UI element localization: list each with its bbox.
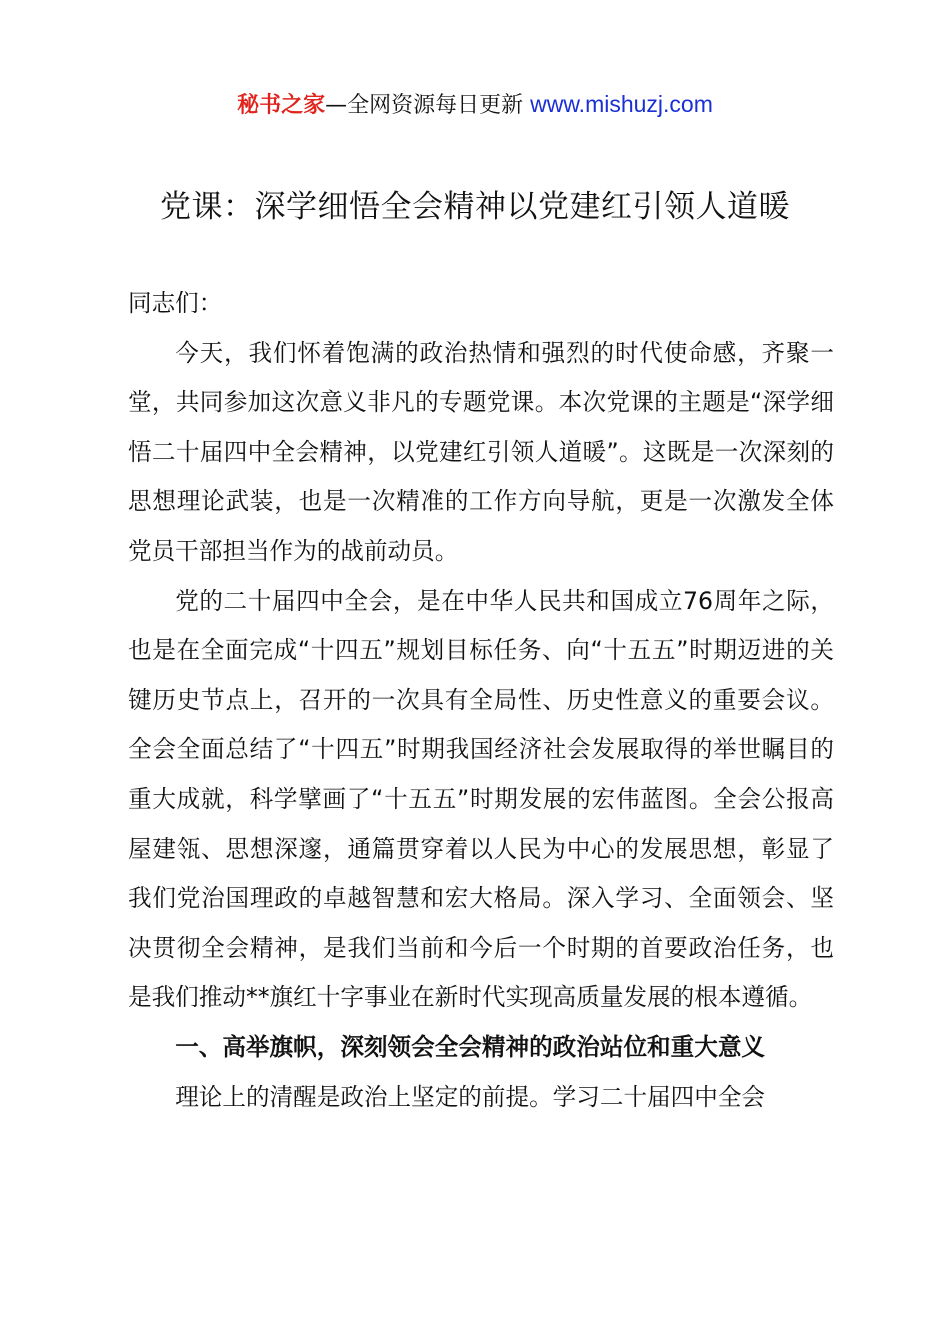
document-title: 党课：深学细悟全会精神以党建红引领人道暖 <box>160 189 790 225</box>
header-slogan: —全网资源每日更新 <box>325 93 531 118</box>
section-heading: 一、高举旗帜，深刻领会全会精神的政治站位和重大意义 <box>175 1032 766 1061</box>
page-header <box>0 86 950 124</box>
paragraph: 今天，我们怀着饱满的政治热情和强烈的时代使命感，齐聚一堂，共同参加这次意义非凡的专题党课。本次党课的主题是“深学细悟二十届四中全会精神，以党建红引领人道暖”。这既是一次深刻的思想理论武装，也是一次精准的工作方向导航，更是一次激发全体党员干部担当作为的战前动员。 <box>128 338 834 565</box>
site-url[interactable]: www.mishuzj.com <box>530 91 713 117</box>
greeting: 同志们： <box>128 289 223 317</box>
paragraph: 理论上的清醒是政治上坚定的前提。学习二十届四中全会 <box>175 1082 766 1111</box>
brand-name: 秘书之家 <box>237 93 326 118</box>
document-body <box>128 279 834 1122</box>
paragraph: 党的二十届四中全会，是在中华人民共和国成立76周年之际，也是在全面完成“十四五”规划目标任务、向“十五五”时期迈进的关键历史节点上，召开的一次具有全局性、历史性意义的重要会议。全会全面总结了“十四五”时期我国经济社会发展取得的举世瞩目的重大成就，科学擘画了“十五五”时期发展的宏伟蓝图。全会公报高屋建瓴、思想深邃，通篇贯穿着以人民为中心的发展思想，彰显了我们党治国理政的卓越智慧和宏大格局。深入学习、全面领会、坚决贯彻全会精神，是我们当前和今后一个时期的首要政治任务，也是我们推动**旗红十字事业在新时代实现高质量发展的根本遵循。 <box>128 586 834 1012</box>
